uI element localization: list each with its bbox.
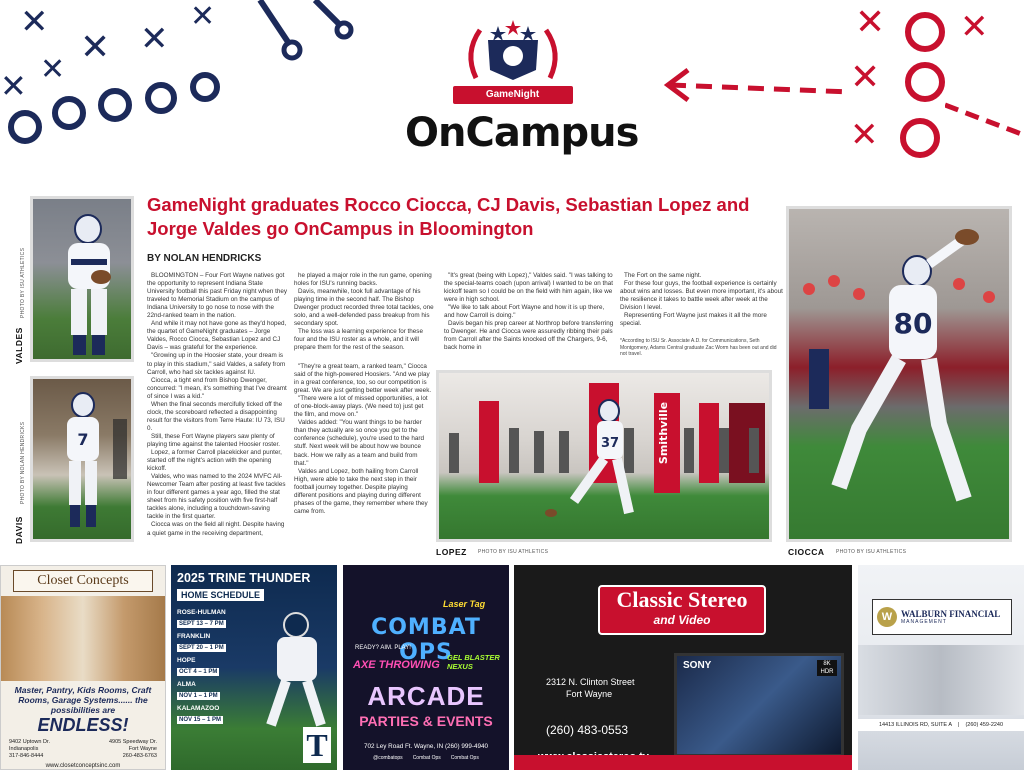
- article-paragraph: And while it may not have gone as they'd hoped, the quartet of GameNight graduates – Jorge Valdes, Rocco Ciocca, Sebastian Lopez and CJ Davis – was grateful for the experience.: [147, 320, 287, 352]
- closet-location-1: [9, 739, 50, 760]
- closet-city-1: Indianapolis: [9, 746, 39, 752]
- ad-combat-ops[interactable]: [343, 565, 509, 770]
- trine-title: 2025 TRINE THUNDER: [177, 571, 311, 585]
- stereo-city: Fort Wayne: [566, 689, 613, 699]
- lopez-name-caption: LOPEZ: [436, 547, 467, 557]
- closet-endless: ENDLESS!: [37, 715, 129, 735]
- play-o-mark: [190, 72, 220, 102]
- gamenight-oncampus-logo: [405, 18, 639, 168]
- play-x-mark: ✕: [20, 2, 49, 42]
- closet-phone-2: 260-483-6763: [122, 753, 157, 759]
- stereo-phone: (260) 483-0553: [546, 723, 629, 737]
- article-paragraph: The loss was a learning experience for these four and the ISU roster as a whole, and it will prepare them for the rest of the season.: [294, 328, 423, 352]
- article-paragraph: he played a major role in the run game, opening holes for ISU's running backs.: [294, 272, 432, 288]
- combat-parties: PARTIES & EVENTS: [359, 713, 493, 729]
- play-x-mark: ✕: [40, 52, 66, 87]
- play-arrow: [660, 60, 860, 120]
- play-route-lines: [240, 0, 360, 100]
- play-x-mark: ✕: [850, 115, 879, 155]
- stereo-badge-8k: 8K: [823, 661, 831, 667]
- valdes-name-caption: VALDES: [14, 327, 24, 364]
- trine-game-opponent: ROSE-HULMAN: [177, 609, 226, 616]
- valdes-player-figure: [33, 199, 134, 362]
- trine-game-row: [177, 681, 251, 700]
- play-o-mark: [52, 96, 86, 130]
- davis-name-caption: DAVIS: [14, 516, 24, 544]
- lopez-jersey-number: 37: [600, 436, 620, 451]
- article-footnote: *According to ISU Sr. Associate A.D. for Communications, Seth Montgomery, Adams Central graduate Zac Worm has been out and did not travel.: [620, 338, 777, 357]
- ciocca-name-caption: CIOCCA: [788, 547, 825, 557]
- combat-social-1[interactable]: @combatops: [373, 755, 403, 761]
- walburn-w-icon: W: [877, 607, 897, 627]
- article-headline: GameNight graduates Rocco Ciocca, CJ Davis, Sebastian Lopez and Jorge Valdes go OnCampus in Bloomington: [147, 194, 750, 239]
- closet-addr-2: 4905 Speedway Dr.: [108, 739, 157, 745]
- ciocca-jersey-number: 80: [893, 307, 933, 340]
- article-paragraph: "Growing up in the Hoosier state, your dream is to play in this stadium," said Valdes, a safety from Carroll, who had six tackles against IU.: [147, 352, 286, 376]
- combat-logo: COMBAT OPS: [371, 615, 481, 665]
- stereo-sub: and Video: [653, 613, 711, 627]
- article-paragraph: Representing Fort Wayne just makes it all the more special.: [620, 312, 767, 328]
- article-paragraph: For these four guys, the football experience is certainly about wins and losses. But even more important, it's about the resilience it takes to battle week after week at the Division I level.: [620, 280, 783, 312]
- article-paragraph: When the final seconds mercifully ticked off the clock, the scoreboard reflected a disappointing result for the visitors from Terre Haute: IU 73, ISU 0.: [147, 400, 285, 432]
- article-column-2: [294, 272, 434, 362]
- play-x-mark: ✕: [80, 27, 111, 68]
- stereo-red-accent: [514, 755, 852, 770]
- article-paragraph: Ciocca, a tight end from Bishop Dwenger, concurred: "I mean, it's something that I've dreamt of since I was a kid.": [147, 376, 287, 400]
- ciocca-photo: [786, 206, 1012, 542]
- trine-game-row: [177, 633, 251, 652]
- article-paragraph: Valdes added: "You want things to be harder than they actually are so once you get to the conference (schedule), you're used to the hard stuff. Next week will be about how we bounce back. How we rally as a team and build from that.": [294, 419, 425, 467]
- trine-game-opponent: ALMA: [177, 681, 196, 688]
- ad-closet-concepts[interactable]: [0, 565, 166, 770]
- article-paragraph: BLOOMINGTON – Four Fort Wayne natives got the opportunity to represent Indiana State University football this past Friday night when they traveled to Memorial Stadium on the campus of Indiana University to go nose to nose with the 22nd-ranked team in the nation.: [147, 272, 287, 320]
- davis-jersey-number: 7: [77, 430, 89, 449]
- closet-city-2: Fort Wayne: [128, 746, 157, 752]
- play-x-mark: ✕: [855, 2, 886, 43]
- stereo-tv-brand: SONY: [683, 660, 712, 671]
- play-o-mark: [98, 88, 132, 122]
- combat-top-label: Laser Tag: [443, 599, 486, 609]
- walburn-brand: WALBURN FINANCIAL: [901, 609, 1001, 619]
- combat-social-3[interactable]: Combat Ops: [450, 755, 479, 761]
- play-x-mark: ✕: [960, 7, 989, 47]
- trine-game-date: SEPT 13 – 7 PM: [179, 621, 224, 627]
- play-x-mark: ✕: [850, 57, 881, 98]
- stereo-brand: Classic Stereo: [616, 587, 748, 612]
- combat-social-2[interactable]: Combat Ops: [412, 755, 441, 761]
- combat-axe: AXE THROWING: [353, 659, 440, 671]
- closet-addr-1: 9402 Uptown Dr.: [9, 739, 50, 745]
- closet-locations: [1, 735, 165, 760]
- ad-trine-thunder[interactable]: [171, 565, 337, 770]
- play-o-mark: [145, 82, 177, 114]
- play-o-mark: [905, 12, 945, 52]
- play-o-mark: [900, 118, 940, 158]
- walburn-desk-photo: [858, 645, 1024, 715]
- article-paragraph: "We like to talk about Fort Wayne and how it is up there, and how Carroll is doing.": [444, 304, 605, 320]
- stereo-badge-hdr: HDR: [820, 669, 834, 675]
- trine-game-date: OCT 4 – 1 PM: [179, 669, 218, 675]
- play-x-mark: ✕: [0, 67, 27, 105]
- gamenight-ribbon: GameNight: [453, 86, 573, 104]
- stereo-badge: [817, 660, 837, 676]
- article-paragraph: Davis, meanwhile, took full advantage of his playing time in the second half. The Bishop Dwenger product recorded three total tackles, one solo, and a well-defended pass breakup from his secondary spot.: [294, 288, 434, 328]
- article-column-3: [444, 272, 614, 367]
- closet-room-photo: [1, 596, 165, 681]
- davis-photo-credit: PHOTO BY NOLAN HENDRICKS: [20, 421, 26, 504]
- trine-player-figure: [241, 605, 337, 735]
- davis-player-figure: [33, 379, 134, 542]
- walburn-sub: MANAGEMENT: [901, 619, 947, 625]
- stereo-logo: [598, 585, 766, 635]
- combat-arcade: ARCADE: [367, 681, 485, 711]
- trine-game-date: NOV 15 – 1 PM: [179, 717, 222, 723]
- walburn-phone: (260) 459-2240: [965, 722, 1004, 728]
- valdes-photo: [30, 196, 134, 362]
- closet-phone-1: 317-846-8444: [9, 753, 44, 759]
- walburn-separator: |: [958, 722, 960, 728]
- davis-photo: [30, 376, 134, 542]
- play-x-mark: ✕: [190, 0, 216, 34]
- combat-address: 702 Ley Road Ft. Wayne, IN (260) 999-4940: [363, 743, 489, 750]
- article-paragraph: The Fort on the same night.: [624, 272, 702, 279]
- ciocca-photo-credit: PHOTO BY ISU ATHLETICS: [836, 549, 907, 555]
- lopez-photo: [436, 370, 772, 542]
- article-column-2b: [294, 363, 432, 538]
- trine-game-row: [177, 609, 251, 628]
- trine-game-opponent: KALAMAZOO: [177, 705, 220, 712]
- trine-game-opponent: FRANKLIN: [177, 633, 211, 640]
- play-x-mark: ✕: [140, 19, 169, 59]
- article-paragraph: "They're a great team, a ranked team," Ciocca said of the high-powered Hoosiers. "And we play in a great conference, too, so our competition is great. We are just getting better week after week.: [294, 363, 432, 395]
- combat-tagline: READY? AIM. PLAY!: [355, 645, 411, 651]
- article-paragraph: Davis began his prep career at Northrop before transferring to Dwenger. He and Ciocca were assuredly ribbing their pals from Carroll after the Saints knocked off the Chargers, 9-6, back home in: [444, 320, 614, 352]
- trine-game-date: SEPT 20 – 1 PM: [179, 645, 224, 651]
- trine-game-opponent: HOPE: [177, 657, 196, 664]
- closet-tagline: Master, Pantry, Kids Rooms, Craft Rooms, Garage Systems...... the possibilities are: [14, 685, 152, 715]
- trine-game-row: [177, 705, 251, 724]
- article-paragraph: Ciocca was on the field all night. Despite having a quiet game in the receiving department,: [147, 521, 285, 537]
- stereo-address: 2312 N. Clinton Street: [546, 677, 635, 687]
- article-paragraph: Valdes and Lopez, both hailing from Carroll High, were able to take the next step in their football journey together. Despite playing different positions and playing during different phases of the game, they remember where they came from.: [294, 467, 428, 515]
- walburn-address: 14413 ILLINOIS RD, SUITE A: [878, 722, 952, 728]
- ad-walburn-financial[interactable]: [858, 565, 1024, 770]
- trine-game-date: NOV 1 – 1 PM: [179, 693, 218, 699]
- play-o-mark: [8, 110, 42, 144]
- ciocca-scene: [789, 209, 1012, 542]
- trine-subtitle: HOME SCHEDULE: [177, 589, 264, 601]
- article-column-1: [147, 272, 287, 547]
- lopez-scene: [439, 373, 772, 542]
- stereo-tv: [674, 653, 844, 757]
- ad-classic-stereo[interactable]: [514, 565, 852, 770]
- walburn-contact: [858, 719, 1024, 731]
- combat-socials: [343, 755, 509, 761]
- combat-gel: GEL BLASTER NEXUS: [447, 653, 500, 671]
- valdes-photo-credit: PHOTO BY ISU ATHLETICS: [20, 247, 26, 318]
- closet-brand: Closet Concepts: [13, 570, 153, 592]
- article-paragraph: "There were a lot of missed opportunities, a lot of one-block-away plays. (We need to) just get the film, and move on.": [294, 395, 428, 419]
- article-paragraph: "It's great (being with Lopez)," Valdes said. "I was talking to the special-teams coach (upon arrival) I wanted to be on that kickoff team so I could be on the field with him again, like we were in high school.: [444, 272, 614, 304]
- play-route-lines: [945, 95, 1024, 155]
- trine-game-row: [177, 657, 251, 676]
- lopez-photo-credit: PHOTO BY ISU ATHLETICS: [478, 549, 549, 555]
- smithville-banner-text: Smithville: [657, 401, 670, 465]
- oncampus-wordmark: OnCampus: [405, 110, 639, 156]
- walburn-logo: [872, 599, 1012, 635]
- play-o-mark: [905, 62, 945, 102]
- article-byline: BY NOLAN HENDRICKS: [147, 253, 262, 264]
- trine-schedule: [171, 609, 251, 724]
- article-paragraph: Still, these Fort Wayne players saw plenty of playing time against the talented Hoosier roster.: [147, 432, 281, 448]
- article-paragraph: Lopez, a former Carroll placekicker and punter, started off the night's action with the opening kickoff.: [147, 449, 282, 473]
- gamenight-badge: [458, 18, 568, 86]
- page-header: [0, 0, 1024, 190]
- trine-logo-letter: T: [303, 727, 331, 763]
- article-paragraph: Valdes, who was named to the 2024 MVFC All-Newcomer Team after posting at least five tackles in four different games a year ago, filled the stat sheet from his safety position with five first-half tackles alone, including a touchdown-saving tackle in the first quarter.: [147, 473, 286, 521]
- closet-location-2: [109, 739, 157, 760]
- closet-url[interactable]: www.closetconceptsinc.com: [45, 763, 121, 769]
